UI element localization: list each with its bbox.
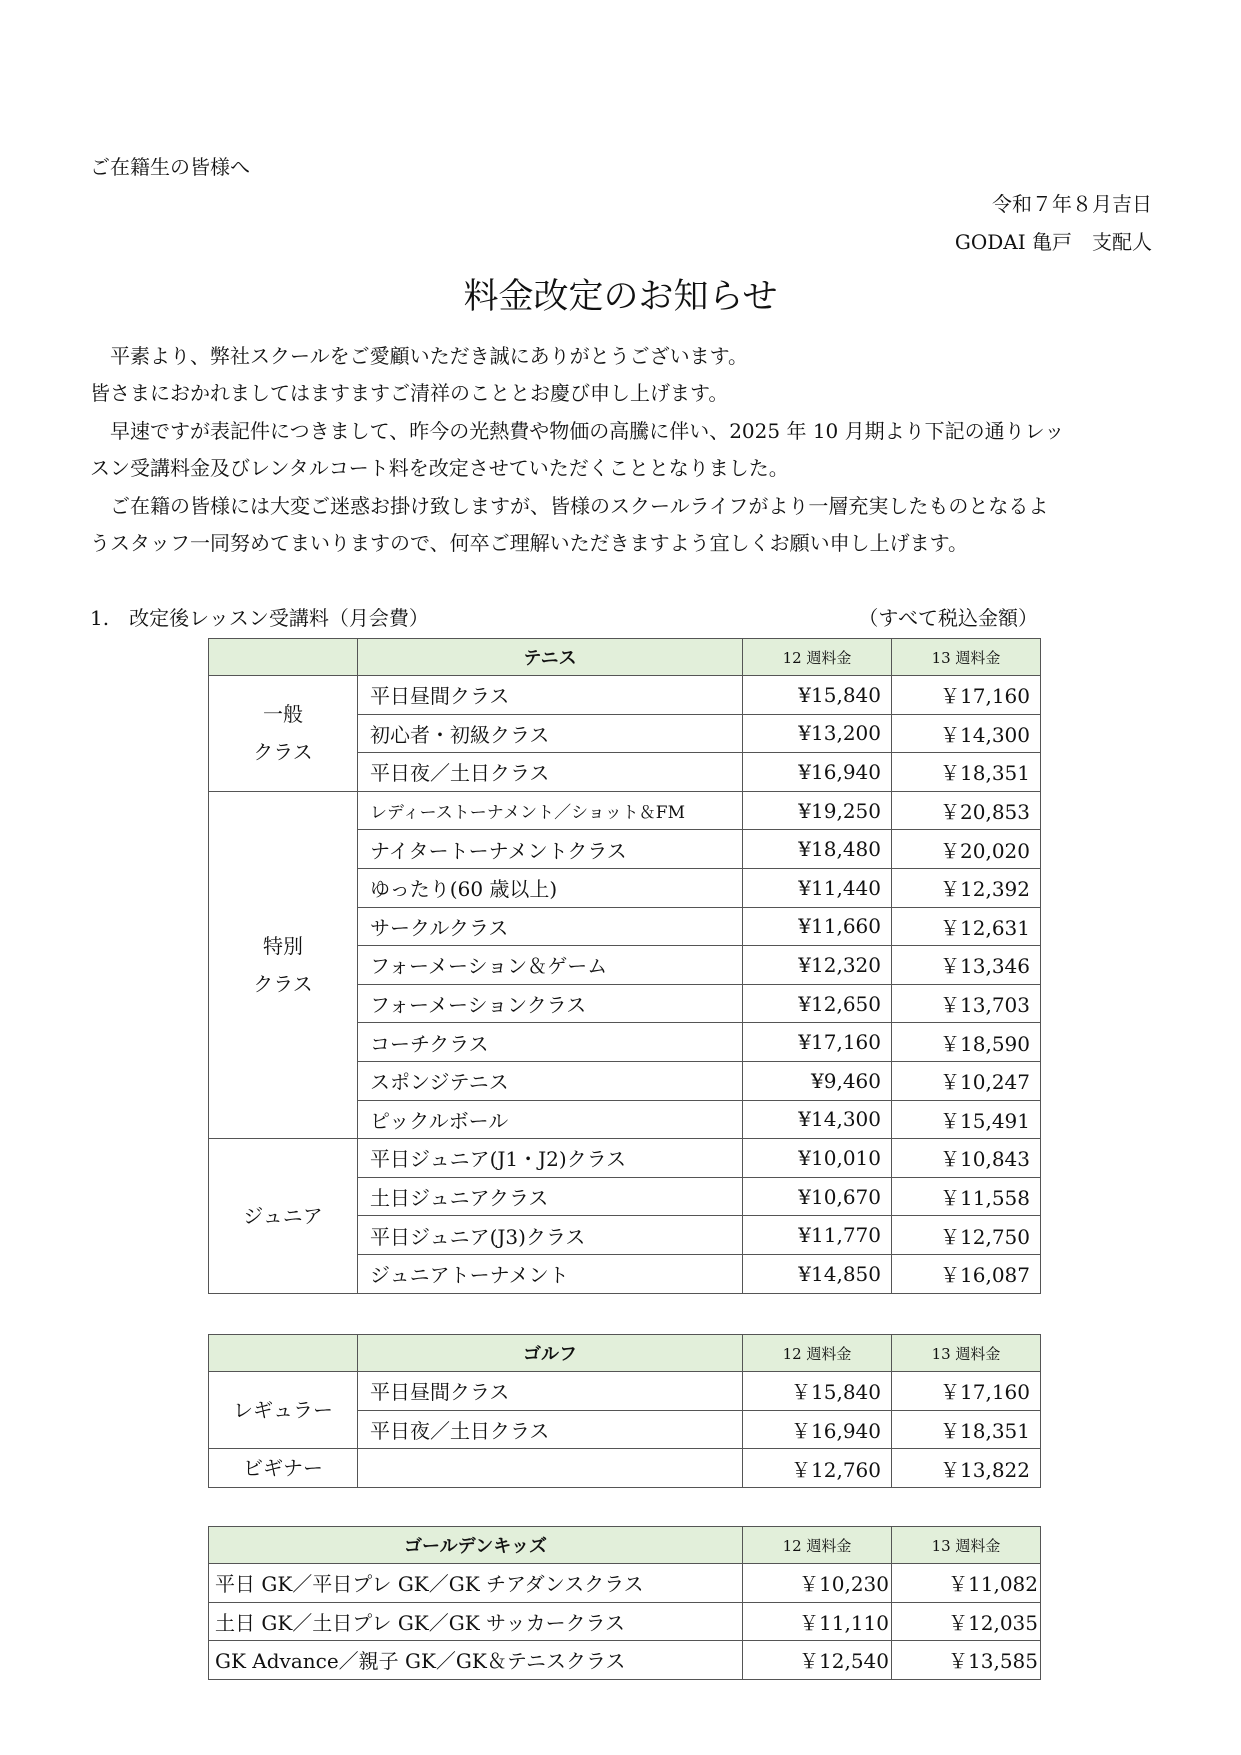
price-13-week: ￥13,346 [892, 946, 1041, 985]
header-12-week: 12 週料金 [743, 1335, 892, 1372]
table-row [209, 676, 1041, 715]
class-name: ゆったり(60 歳以上) [358, 868, 743, 907]
category-regular: レギュラー [209, 1372, 358, 1449]
header-12-week: 12 週料金 [743, 639, 892, 676]
price-13-week: ￥10,843 [892, 1139, 1041, 1178]
header-tennis: テニス [358, 639, 743, 676]
price-12-week: ¥9,460 [743, 1061, 892, 1100]
page-title: 料金改定のお知らせ [463, 277, 778, 317]
class-name: フォーメーションクラス [358, 984, 743, 1023]
category-general: 一般 クラス [209, 676, 358, 792]
price-13-week: ￥13,585 [892, 1641, 1041, 1680]
price-13-week: ￥11,558 [892, 1177, 1041, 1216]
price-12-week: ￥12,540 [743, 1641, 892, 1680]
class-name: 初心者・初級クラス [358, 714, 743, 753]
table-row [209, 1139, 1041, 1178]
header-13-week: 13 週料金 [892, 1335, 1041, 1372]
price-12-week: ￥15,840 [743, 1372, 892, 1411]
table-row [209, 1372, 1041, 1411]
price-12-week: ￥10,230 [743, 1564, 892, 1603]
price-12-week: ¥15,840 [743, 676, 892, 715]
price-13-week: ￥18,590 [892, 1023, 1041, 1062]
table-row [209, 791, 1041, 830]
class-name: ピックルボール [358, 1100, 743, 1139]
class-name: 平日夜／土日クラス [358, 1410, 743, 1449]
header-blank [209, 1335, 358, 1372]
header-13-week: 13 週料金 [892, 639, 1041, 676]
price-12-week: ¥11,770 [743, 1216, 892, 1255]
golf-header-row [209, 1335, 1041, 1372]
body-line-4: スン受講料金及びレンタルコート料を改定させていただくこととなりました。 [90, 456, 789, 480]
price-13-week: ￥16,087 [892, 1254, 1041, 1293]
price-13-week: ￥12,392 [892, 868, 1041, 907]
body-line-2: 皆さまにおかれましてはますますご清祥のこととお慶び申し上げます。 [90, 381, 729, 405]
body-line-6: うスタッフ一同努めてまいりますので、何卒ご理解いただきますよう宜しくお願い申し上げます。 [90, 531, 968, 555]
golden-kids-fee-table [208, 1526, 1041, 1680]
class-name: スポンジテニス [358, 1061, 743, 1100]
table-row [209, 1449, 1041, 1488]
class-name [358, 1449, 743, 1488]
price-12-week: ¥19,250 [743, 791, 892, 830]
class-name: フォーメーション＆ゲーム [358, 946, 743, 985]
price-13-week: ￥13,822 [892, 1449, 1041, 1488]
section-heading: 1. 改定後レッスン受講料（月会費） [90, 606, 429, 630]
price-12-week: ¥16,940 [743, 753, 892, 792]
header-13-week: 13 週料金 [892, 1527, 1041, 1564]
header-blank [209, 639, 358, 676]
price-12-week: ¥10,670 [743, 1177, 892, 1216]
price-12-week: ¥11,660 [743, 907, 892, 946]
class-name: サークルクラス [358, 907, 743, 946]
class-name: 平日ジュニア(J3)クラス [358, 1216, 743, 1255]
tennis-header-row [209, 639, 1041, 676]
table-row [209, 1641, 1041, 1680]
price-12-week: ￥16,940 [743, 1410, 892, 1449]
sender: GODAI 亀戸 支配人 [954, 230, 1152, 254]
class-name: 平日ジュニア(J1・J2)クラス [358, 1139, 743, 1178]
class-name: ナイタートーナメントクラス [358, 830, 743, 869]
body-line-1: 平素より、弊社スクールをご愛顧いただき誠にありがとうございます。 [90, 344, 748, 368]
class-name: 平日夜／土日クラス [358, 753, 743, 792]
tennis-fee-table [208, 638, 1041, 1294]
header-golden-kids: ゴールデンキッズ [209, 1527, 743, 1564]
category-special: 特別 クラス [209, 791, 358, 1138]
price-12-week: ￥12,760 [743, 1449, 892, 1488]
price-12-week: ¥12,650 [743, 984, 892, 1023]
body-line-3: 早速ですが表記件につきまして、昨今の光熱費や物価の高騰に伴い、2025 年 10 月期より下記の通りレッ [90, 419, 1065, 443]
table-row [209, 1602, 1041, 1641]
price-13-week: ￥12,631 [892, 907, 1041, 946]
price-13-week: ￥17,160 [892, 676, 1041, 715]
golf-fee-table [208, 1334, 1041, 1488]
category-beginner: ビギナー [209, 1449, 358, 1488]
price-12-week: ￥11,110 [743, 1602, 892, 1641]
price-13-week: ￥18,351 [892, 1410, 1041, 1449]
addressee: ご在籍生の皆様へ [90, 155, 250, 179]
price-13-week: ￥20,020 [892, 830, 1041, 869]
price-13-week: ￥12,035 [892, 1602, 1041, 1641]
class-name: GK Advance／親子 GK／GK＆テニスクラス [209, 1641, 743, 1680]
price-13-week: ￥11,082 [892, 1564, 1041, 1603]
tax-note: （すべて税込金額） [858, 606, 1038, 630]
price-12-week: ¥17,160 [743, 1023, 892, 1062]
body-line-5: ご在籍の皆様には大変ご迷惑お掛け致しますが、皆様のスクールライフがより一層充実したものとなるよ [90, 494, 1049, 518]
class-name: レディーストーナメント／ショット＆FM [358, 791, 743, 830]
price-13-week: ￥14,300 [892, 714, 1041, 753]
price-12-week: ¥14,850 [743, 1254, 892, 1293]
price-12-week: ¥14,300 [743, 1100, 892, 1139]
table-row [209, 1564, 1041, 1603]
price-13-week: ￥13,703 [892, 984, 1041, 1023]
price-13-week: ￥12,750 [892, 1216, 1041, 1255]
price-13-week: ￥17,160 [892, 1372, 1041, 1411]
price-13-week: ￥18,351 [892, 753, 1041, 792]
price-12-week: ¥11,440 [743, 868, 892, 907]
class-name: 土日ジュニアクラス [358, 1177, 743, 1216]
kids-header-row [209, 1527, 1041, 1564]
class-name: 平日 GK／平日プレ GK／GK チアダンスクラス [209, 1564, 743, 1603]
price-13-week: ￥10,247 [892, 1061, 1041, 1100]
price-12-week: ¥10,010 [743, 1139, 892, 1178]
class-name: 土日 GK／土日プレ GK／GK サッカークラス [209, 1602, 743, 1641]
class-name: ジュニアトーナメント [358, 1254, 743, 1293]
price-13-week: ￥20,853 [892, 791, 1041, 830]
price-12-week: ¥13,200 [743, 714, 892, 753]
price-13-week: ￥15,491 [892, 1100, 1041, 1139]
header-golf: ゴルフ [358, 1335, 743, 1372]
class-name: 平日昼間クラス [358, 676, 743, 715]
price-12-week: ¥18,480 [743, 830, 892, 869]
header-12-week: 12 週料金 [743, 1527, 892, 1564]
class-name: コーチクラス [358, 1023, 743, 1062]
class-name: 平日昼間クラス [358, 1372, 743, 1411]
category-junior: ジュニア [209, 1139, 358, 1293]
price-12-week: ¥12,320 [743, 946, 892, 985]
issue-date: 令和７年８月吉日 [992, 192, 1152, 216]
